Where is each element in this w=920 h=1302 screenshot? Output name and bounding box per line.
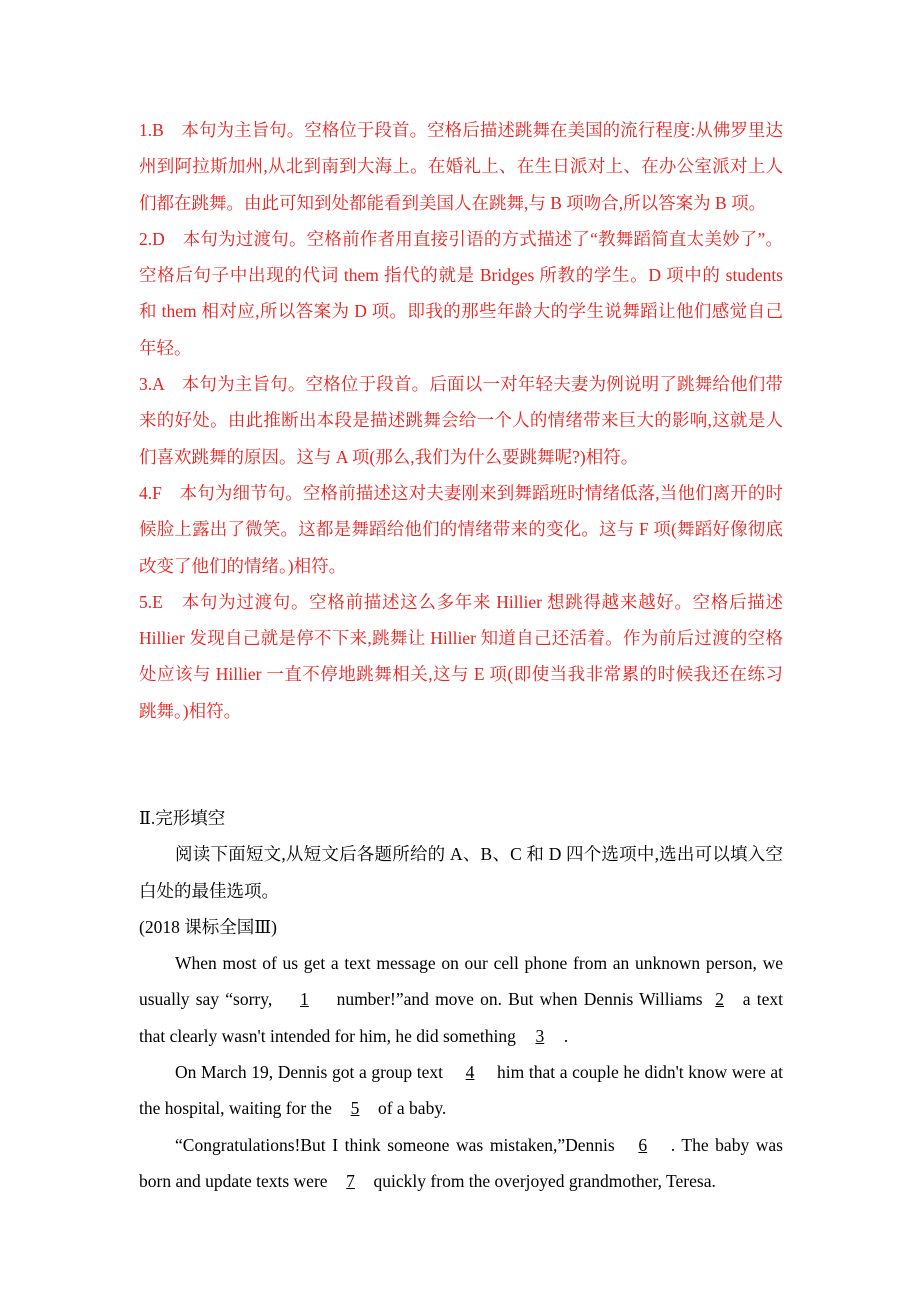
passage-text: . The baby was born and update texts were <box>139 1134 783 1191</box>
passage-text: On March 19, Dennis got a group text <box>175 1062 444 1083</box>
section-heading: Ⅱ.完形填空 <box>139 808 226 828</box>
cloze-section <box>139 800 783 1199</box>
answer-item-5 <box>139 584 783 729</box>
blank-4: 4 <box>465 1062 475 1083</box>
answer-explanations <box>139 112 783 729</box>
answer-item-1 <box>139 112 783 221</box>
answer-label: 1.B <box>139 120 164 140</box>
answer-label: 4.F <box>139 482 162 503</box>
blank-2: 2 <box>715 989 724 1010</box>
passage-paragraph-2 <box>139 1054 783 1127</box>
blank-7: 7 <box>346 1170 355 1191</box>
answer-item-3 <box>139 366 783 475</box>
passage-paragraph-3 <box>139 1127 783 1200</box>
answer-text: 本句为主旨句。空格位于段首。空格后描述跳舞在美国的流行程度:从佛罗里达州到阿拉斯加州,从北到南到大海上。在婚礼上、在生日派对上、在办公室派对上人们都在跳舞。由此可知到处都能看到美国人在跳舞,与 B 项吻合,所以答案为 B 项。 <box>139 120 783 213</box>
answer-label: 3.A <box>139 374 164 395</box>
blank-1: 1 <box>300 989 309 1010</box>
section-instructions: 阅读下面短文,从短文后各题所给的 A、B、C 和 D 四个选项中,选出可以填入空白处的最佳选项。 <box>139 844 783 901</box>
cloze-passage <box>139 945 783 1199</box>
passage-text: “Congratulations!But I think someone was mistaken,”Dennis <box>175 1134 615 1155</box>
blank-3: 3 <box>535 1025 545 1046</box>
passage-text: number!”and move on. But when Dennis Williams <box>330 989 703 1010</box>
answer-item-2 <box>139 221 783 366</box>
answer-label: 5.E <box>139 591 163 612</box>
passage-text: of a baby. <box>377 1098 447 1119</box>
passage-paragraph-1 <box>139 945 783 1054</box>
answer-text: 本句为过渡句。空格前作者用直接引语的方式描述了“教舞蹈简直太美妙了”。空格后句子中出现的代词 them 指代的就是 Bridges 所教的学生。D 项中的 students 和 them 相对应,所以答案为 D 项。即我的那些年龄大的学生说舞蹈让他们感觉自己年轻。 <box>139 228 783 358</box>
passage-text: him that a couple he didn't know were at the hospital, waiting for the <box>139 1062 783 1119</box>
blank-5: 5 <box>350 1098 360 1119</box>
answer-text: 本句为过渡句。空格前描述这么多年来 Hillier 想跳得越来越好。空格后描述 Hillier 发现自己就是停不下来,跳舞让 Hillier 知道自己还活着。作为前后过渡的空格处应该与 Hillier 一直不停地跳舞相关,这与 E 项(即使当我非常累的时候我还在练习跳舞。)相符。 <box>139 591 783 721</box>
answer-text: 本句为主旨句。空格位于段首。后面以一对年轻夫妻为例说明了跳舞给他们带来的好处。由此推断出本段是描述跳舞会给一个人的情绪带来巨大的影响,这就是人们喜欢跳舞的原因。这与 A 项(那么,我们为什么要跳舞呢?)相符。 <box>139 374 783 467</box>
passage-text: . <box>563 1025 569 1046</box>
answer-text: 本句为细节句。空格前描述这对夫妻刚来到舞蹈班时情绪低落,当他们离开的时候脸上露出了微笑。这都是舞蹈给他们的情绪带来的变化。这与 F 项(舞蹈好像彻底改变了他们的情绪。)相符。 <box>139 482 783 576</box>
passage-text: When most of us get a text message on our cell phone from an unknown person, we usually say “sorry, <box>139 953 783 1010</box>
answer-item-4 <box>139 475 783 584</box>
answer-label: 2.D <box>139 228 165 249</box>
passage-text: quickly from the overjoyed grandmother, Teresa. <box>373 1170 716 1191</box>
blank-6: 6 <box>638 1134 648 1155</box>
section-source: (2018 课标全国Ⅲ) <box>139 916 277 937</box>
passage-text: a text that clearly wasn't intended for him, he did something <box>139 989 783 1046</box>
